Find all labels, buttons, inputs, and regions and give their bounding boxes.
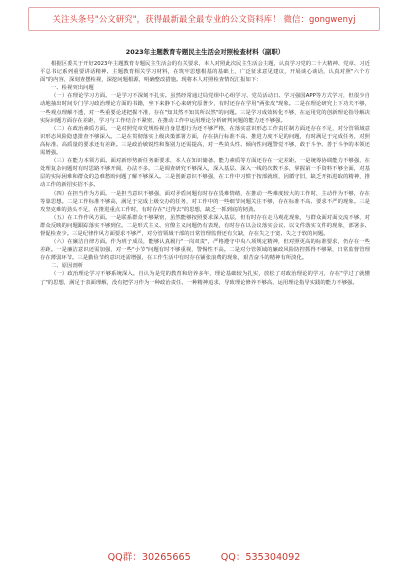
document-title: 2023年主题教育专题民主生活会对照检查材料（副职）: [125, 48, 285, 56]
promo-banner: 关注头条号"公文研究"，获得最新最全最专业的公文资料库！ 微信：gongwenyj: [28, 7, 380, 31]
section-heading: 二、原因剖析: [51, 263, 84, 270]
paragraph: （二）在政治素质方面。一是对照党章党规检视自身思想行为还不够严格，在落实意识形态工作责任制方面还存在不足，对分管领域意识形态风险隐患排查不够深入。二是在贯彻落实上级决策部署方面，存在执行标准不高、推进力度不足的问题，有时满足于完成任务，对照高标准、高质量的要求还有差距。三是政治敏锐性和鉴别力还需提高，对一些苗头性、倾向性问题警觉不够，敢于斗争、善于斗争的本领还需增强。: [40, 125, 370, 157]
footer-contacts: [0, 549, 408, 565]
qq-group: QQ群：30265665: [107, 552, 191, 563]
paragraph: （六）在廉洁自律方面。作为班子成员，能够认真履行"一岗双责"，严格遵守中央八项规定精神，但对照更高的标准要求，仍存在一些差距。一是廉洁意识还需加强，对一些"小节"问题有时不够重视，警惕性不高。二是对分管领域的廉政风险防控抓得不够紧，日常监督管理存在薄弱环节。三是勤俭节约意识还需增强，在工作生活中有时存在铺张浪费的现象，艰苦奋斗的精神有所淡化。: [40, 239, 370, 262]
paragraph: （一）在理论学习方面。一是学习不深刻不扎实。虽然经常通过局党组中心组学习、党员活动日、学习强国APP等方式学习，但很少自动地抽出时间专门学习政治理论方面的书籍，坐下来静下心来研究原著少，有时还存在学用"两张皮"现象。二是在理论研究上下功夫不够，一些观点理解不透，对一些重要论述把握不准，存在"知其然不知其所以然"的问题。三是学习成效转化不够，在运用党的创新理论指导解决实际问题方面存在差距，学习与工作结合不紧密，在推动工作中运用理论分析研判问题的能力还不够强。: [40, 93, 370, 124]
document-body: [40, 60, 370, 287]
paragraph: （四）在担当作为方面。一是担当意识不够强，面对矛盾问题有时存在畏难情绪，在推动一些难度较大的工作时，主动作为不够，存在等靠思想。二是工作标准不够高，满足于完成上级交办的任务，对工作中的一些细节问题关注不够，存在标准不高、要求不严的现象。三是攻坚克难的劲头不足，在推进重点工作时，有时存在"过得去"的思想，缺乏一抓到底的韧劲。: [40, 190, 370, 213]
section-heading: 一、检视突出问题: [51, 85, 94, 92]
paragraph: （五）在工作作风方面。一是联系群众不够紧密，虽然能够按照要求深入基层，但有时存在走马观花现象，与群众面对面交流不够，对群众反映的问题跟踪落实不够到位。二是形式主义、官僚主义问题仍有表现，有时存在以会议落实会议、以文件落实文件的现象，部署多、督促检查少。三是纪律作风方面要求不够严，对分管领域干部的日常管理监督还有欠缺，存在失之于宽、失之于软的问题。: [40, 214, 370, 237]
paragraph: 根据区委关于开好2023年主题教育专题民主生活会的有关要求，本人对照此次民主生活会主题，认真学习党的二十大精神、党章、习近平总书记系列重要讲话精神、主题教育相关学习材料，在筑牢思想根基的基础上，广泛征求意见建议，开展谈心谈话，认真对照"六个方面"的内容，深刻查摆检视，深挖问题根源，明确整改措施。现将本人对照检查情况汇报如下：: [40, 61, 370, 84]
qq-contact: QQ：535304092: [220, 552, 301, 563]
paragraph: （一）政治理论学习不够系统深入。自认为是党的教育和培养多年，理论基础较为扎实，放松了对政治理论的学习，存在"学过了就懂了"的思想，满足于表面理解，没有把学习作为一种政治责任、一种精神追求，导致理论修养不够高，运用理论指导实践的能力不够强。: [40, 271, 370, 286]
document-page: [40, 48, 370, 287]
paragraph: （三）在能力本领方面。面对新形势新任务新要求，本人在知识储备、能力素质等方面还存在一定差距。一是统筹协调能力不够强，在处理复杂问题时有时思路不够开阔，办法不多。二是调查研究不够深入，深入基层、深入一线的次数不多，掌握第一手资料不够全面，对基层的实际困难和群众的急难愁盼问题了解不够深入。三是创新意识不够强，在工作中习惯于按部就班，因循守旧，缺乏开拓进取的精神，推动工作的新招实招不多。: [40, 158, 370, 189]
